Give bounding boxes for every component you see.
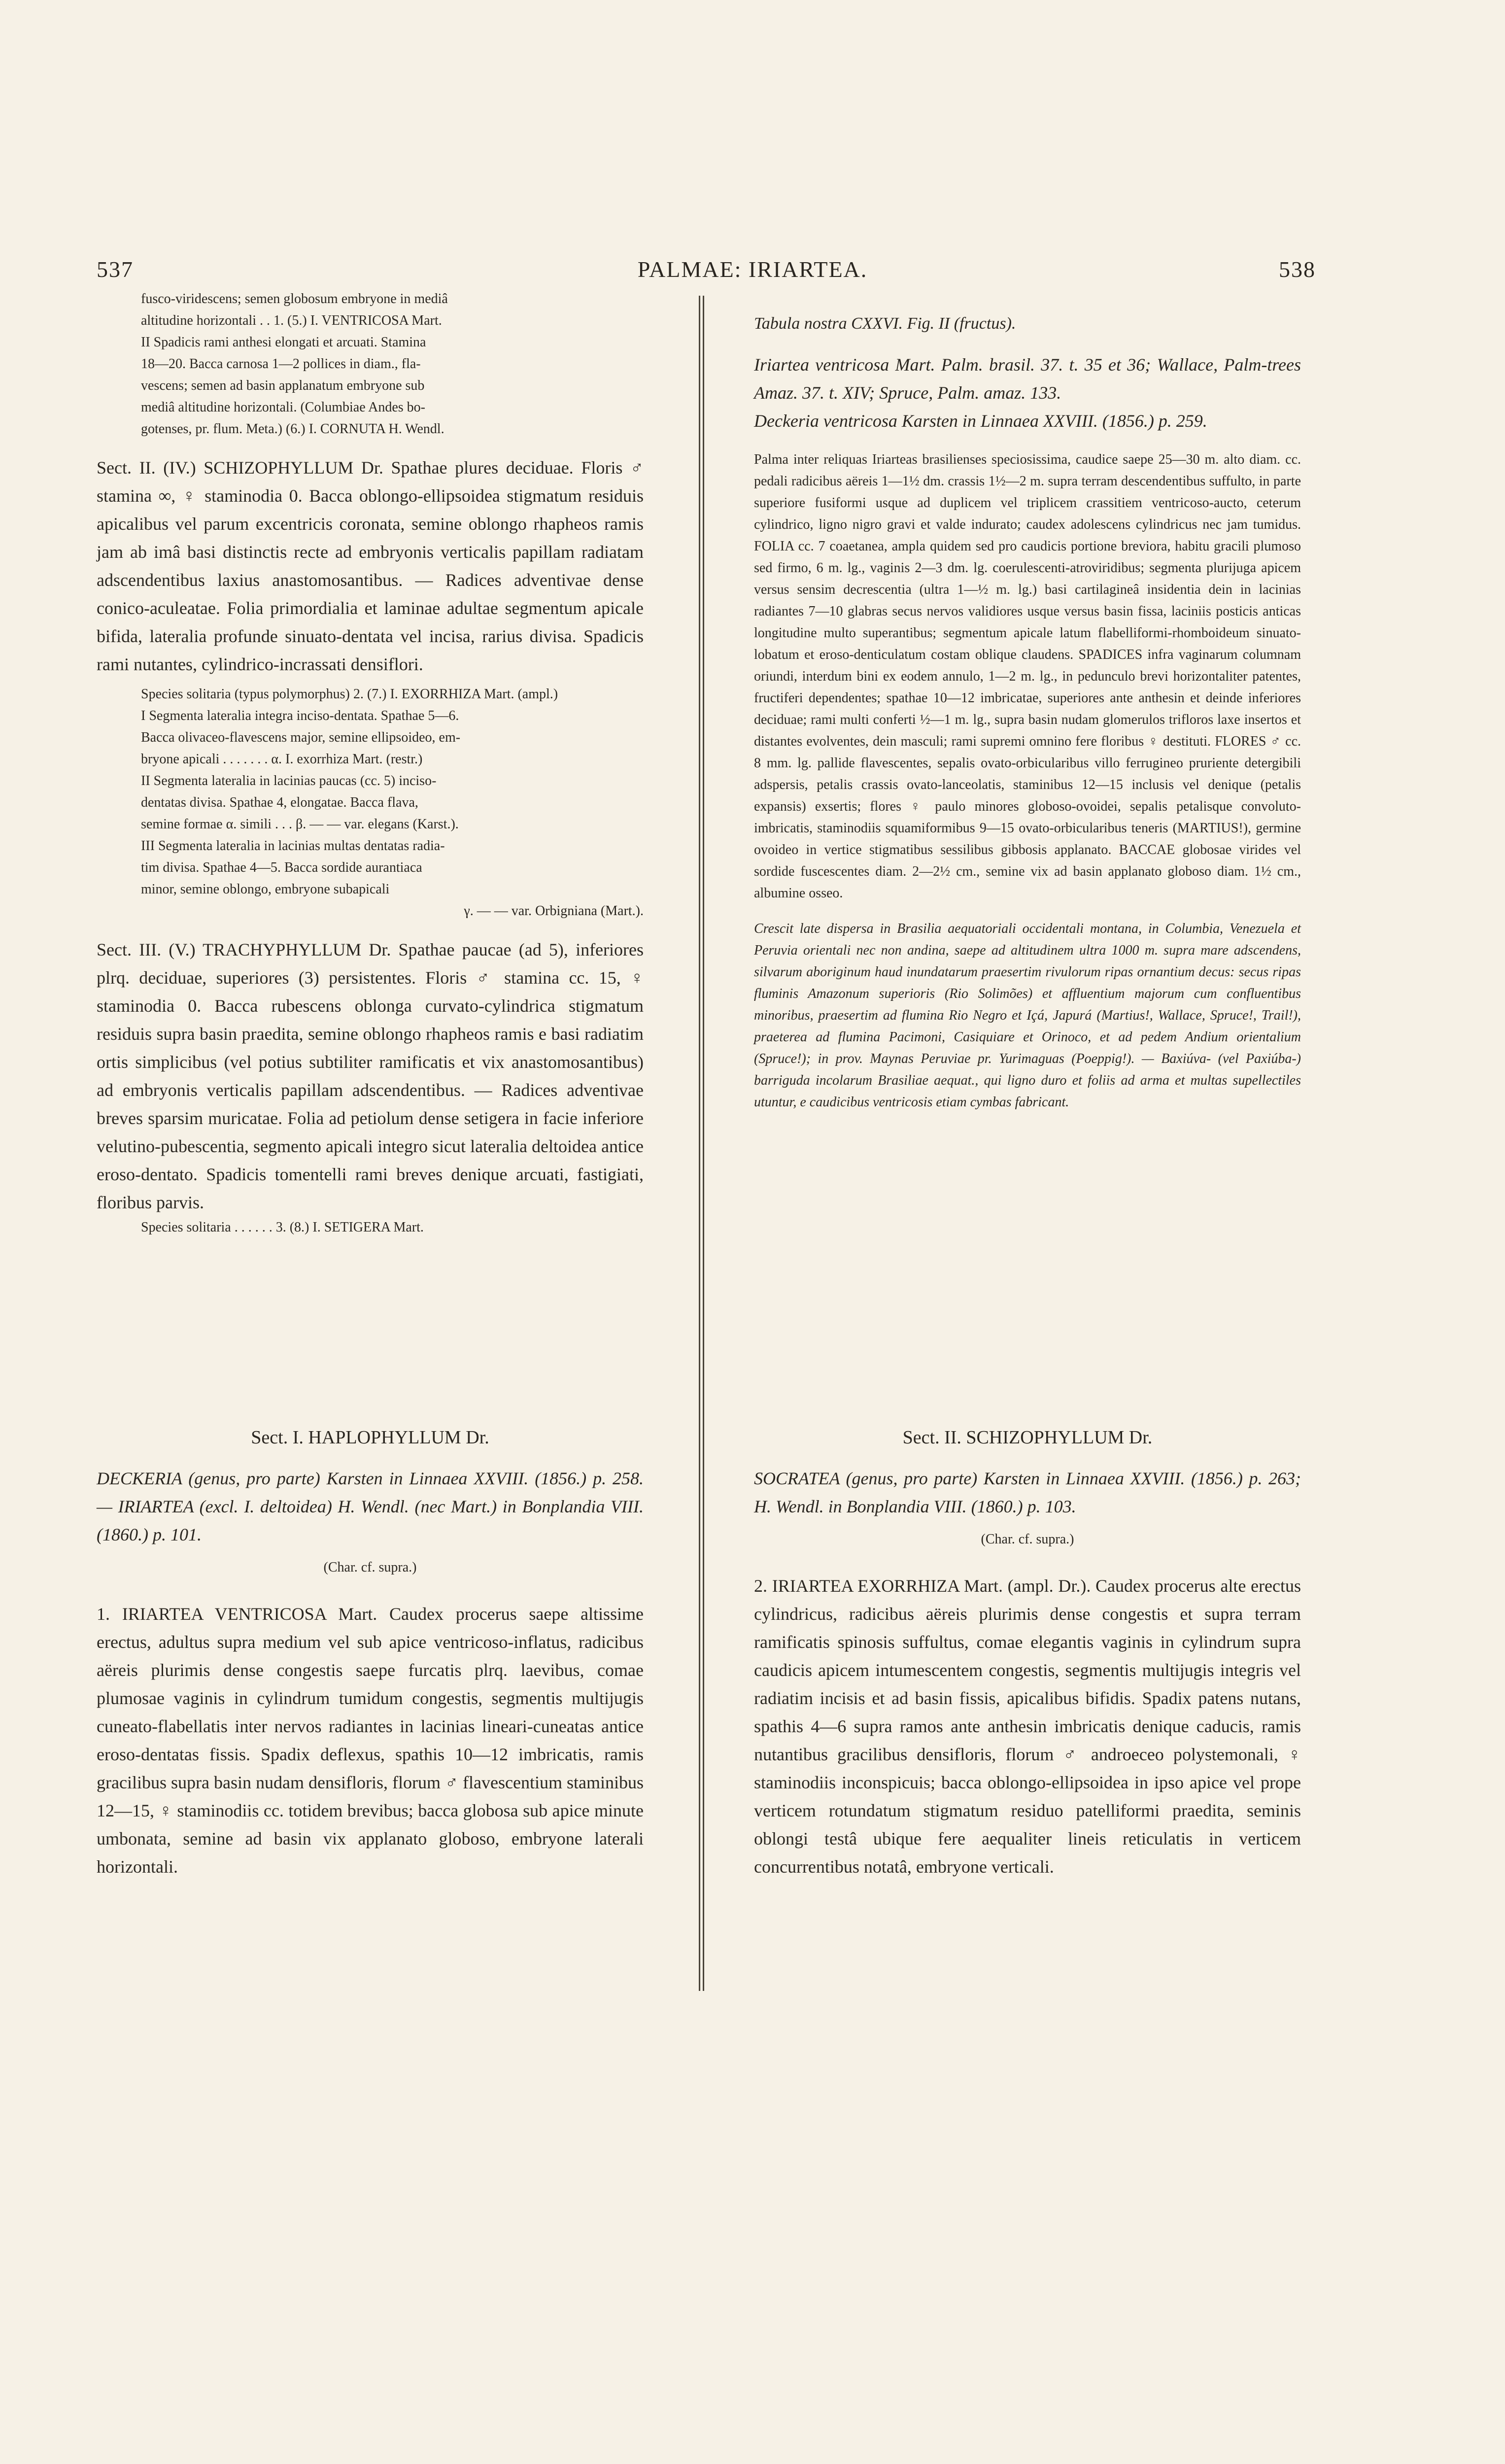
section-title: Sect. I. HAPLOPHYLLUM Dr. xyxy=(251,1427,489,1448)
key-line: Bacca olivaceo-flavescens major, semine ellipsoideo, em- xyxy=(141,730,461,745)
key-line: vescens; semen ad basin applanatum embryone sub xyxy=(141,378,425,393)
key-line: bryone apicali . . . . . . . α. I. exorrhiza Mart. (restr.) xyxy=(141,752,423,767)
key-line: I Segmenta lateralia integra inciso-dentata. Spathae 5—6. xyxy=(141,708,459,723)
key-line: tim divisa. Spathae 4—5. Bacca sordide aurantiaca xyxy=(141,860,422,875)
key-line: dentatas divisa. Spathae 4, elongatae. Bacca flava, xyxy=(141,795,418,810)
key-line: altitudine horizontali . . 1. (5.) I. VENTRICOSA Mart. xyxy=(141,313,442,328)
key-line: mediâ altitudine horizontali. (Columbiae Andes bo- xyxy=(141,400,425,415)
key-line: fusco-viridescens; semen globosum embryone in mediâ xyxy=(141,291,448,307)
column-divider xyxy=(699,296,704,1991)
key-line: γ. — — var. Orbigniana (Mart.). xyxy=(464,903,644,919)
section-title: Sect. II. SCHIZOPHYLLUM Dr. xyxy=(902,1427,1153,1448)
species-description: 1. IRIARTEA VENTRICOSA Mart. Caudex procerus saepe altissime erectus, adultus supra medium vel sub apice ventricoso-inflatus, radicibus aëreis plurimis dense congestis saepe furcatis plrq. laevibus, comae plumosae vaginis in cylindrum tumidum congestis, segmentis multijugis cuneato-flabellatis inter nervos radiantes in lacinias lineari-cuneatas antice eroso-dentatas fissis. Spadix deflexus, spathis 10—12 imbricatis, ramis gracilibus supra basin nudam densifloris, florum ♂ flavescentium staminibus 12—15, ♀ staminodiis cc. totidem brevibus; bacca globosa sub apice minute umbonata, semine ad basin vix applanato globoso, embryone laterali horizontali. xyxy=(97,1604,644,1877)
species-description: Palma inter reliquas Iriarteas brasilienses speciosissima, caudice saepe 25—30 m. alto diam. cc. pedali radicibus aëreis 1—1½ dm. crassis 1½—2 m. supra terram descendentibus suffulto, in parte superiore fusiformi usque ad duplicem vel triplicem crassitiem ventricoso-aucto, ceterum cylindrico, ligno nigro gravi et valde indurato; caudex adolescens cylindricus nec jam tumidus. FOLIA cc. 7 coaetanea, ampla quidem sed pro caudicis portione breviora, habitu gracili plumoso sed firmo, 6 m. lg., vaginis 2—3 dm. lg. coerulescenti-atroviridibus; segmenta plurijuga apicem versus sensim decrescentia (ultra 1—½ m. lg.) basi cartilagineâ insidentia dein in lacinias radiantes 7—10 glabras secus nervos validiores usque versus basin fissa, laciniis posticis anticas longitudine multo superantibus; segmentum apicale latum flabelliformi-rhomboideum sinuato-lobatum et eroso-denticulatum costam oblique claudens. SPADICES infra vaginarum columnam oriundi, interdum bini ex eodem annulo, 1—2 m. lg., in pedunculo brevi horizontaliter patentes, fructiferi dependentes; spathae 10—12 imbricatae, superiores ante anthesin et deinde inferiores deciduae; rami multi conferti ½—1 m. lg., supra basin nudam glomerulos trifloros laxe insertos et distantes evolventes, dein masculi; rami supremi omnino fere floribus ♀ destituti. FLORES ♂ cc. 8 mm. lg. pallide flavescentes, sepalis ovato-orbicularibus villo ferrugineo pruriente detergibili adspersis, petalis crassis ovato-lanceolatis, staminibus 12—15 inclusis vel denique (petalis expansis) exsertis; flores ♀ paulo minores globoso-ovoidei, sepalis petalisque convoluto-imbricatis, staminodiis squamiformibus 9—15 ovato-orbicularibus teneris (MARTIUS!), germine ovoideo in vertice stigmatibus sessilibus gibbosis applanato. BACCAE globosae virides vel sordide fuscescentes diam. 2—2½ cm., semine vix ad basin applanato globoso diam. 1½ cm., albumine osseo. xyxy=(754,452,1301,901)
page-number-left: 537 xyxy=(97,257,134,282)
key-line: 18—20. Bacca carnosa 1—2 pollices in diam., fla- xyxy=(141,356,421,372)
key-line: Species solitaria (typus polymorphus) 2. (7.) I. EXORRHIZA Mart. (ampl.) xyxy=(141,686,558,702)
synonymy: SOCRATEA (genus, pro parte) Karsten in Linnaea XXVIII. (1856.) p. 263; H. Wendl. in Bonplandia VIII. (1860.) p. 103. xyxy=(754,1469,1301,1516)
synonymy: Iriartea ventricosa Mart. Palm. brasil. 37. t. 35 et 36; Wallace, Palm-trees Amaz. 37. t. XIV; Spruce, Palm. amaz. 133. xyxy=(754,355,1301,403)
key-section-1 xyxy=(97,288,644,440)
char-reference: (Char. cf. supra.) xyxy=(981,1532,1074,1547)
key-line: III Segmenta lateralia in lacinias multas dentatas radia- xyxy=(141,838,445,854)
char-reference: (Char. cf. supra.) xyxy=(323,1560,417,1575)
key-line: gotenses, pr. flum. Meta.) (6.) I. CORNUTA H. Wendl. xyxy=(141,421,445,437)
page-number-right: 538 xyxy=(1279,257,1316,282)
key-line: semine formae α. simili . . . β. — — var. elegans (Karst.). xyxy=(141,817,459,832)
lower-right-column xyxy=(754,1419,1301,2405)
key-line: II Spadicis rami anthesi elongati et arcuati. Stamina xyxy=(141,335,426,350)
species-description: 2. IRIARTEA EXORRHIZA Mart. (ampl. Dr.). Caudex procerus alte erectus cylindricus, radicibus aëreis plurimis dense congestis et supra terram ramificatis spinosis suffultus, comae elegantis vaginis in cylindrum supra caudicis apicem intumescentem congestis, segmentis multijugis integris vel radiatim incisis et ad basin fissis, apicalibus bifidis. Spadix patens nutans, spathis 4—6 supra ramos ante anthesin imbricatis denique caducis, ramis nutantibus gracilibus densifloris, florum ♂ androeceo polystemonali, ♀ staminodiis inconspicuis; bacca oblongo-ellipsoidea in ipso apice vel prope verticem rotundatum stigmatum residuo patelliformi praedita, seminis oblongi testâ ubique fere aequaliter lineis reticulatis in verticem concurrentibus notatâ, embryone verticali. xyxy=(754,1576,1301,1877)
lower-left-column xyxy=(97,1419,644,2405)
plate-reference: Tabula nostra CXXVI. Fig. II (fructus). xyxy=(754,314,1016,333)
key-line: minor, semine oblongo, embryone subapicali xyxy=(141,882,390,897)
upper-left-column xyxy=(97,288,644,1372)
key-section-3: Species solitaria . . . . . . 3. (8.) I. SETIGERA Mart. xyxy=(141,1220,424,1235)
habitat-note: Crescit late dispersa in Brasilia aequatoriali occidentali montana, in Columbia, Venezuela et Peruvia orientali nec non andina, saepe ad altitudinem ultra 1000 m. supra mare adscendens, silvarum aboriginum haud inundatarum praesertim rivulorum ripas ornantium decus: secus ripas fluminis Amazonum superioris (Rio Solimões) et affluentium majorum cum confluentibus minoribus, praesertim ad flumina Rio Negro et Içá, Japurá (Martius!, Wallace, Spruce!, Trail!), praeterea ad flumina Pacimoni, Casiquiare et Orinoco, et ad pedem Andium orientalium (Spruce!); in prov. Maynas Peruviae pr. Yurimaguas (Poeppig!). — Baxiúva- (vel Paxiúba-) barriguda incolarum Brasiliae aequat., qui ligno duro et foliis ad arma et multas supellectiles utuntur, e caudicibus ventricosis etiam cymbas fabricant. xyxy=(754,921,1301,1110)
upper-right-column xyxy=(754,310,1301,1370)
section-2-description: Sect. II. (IV.) SCHIZOPHYLLUM Dr. Spathae plures deciduae. Floris ♂ stamina ∞, ♀ staminodia 0. Bacca oblongo-ellipsoidea stigmatum residuis apicalibus vel parum excentricis coronata, semine oblongo rhapheos ramis jam ab imâ basi distinctis recte ad embryonis verticalis papillam radiatam adscendentibus laxius anastomosantibus. — Radices adventivae dense conico-aculeatae. Folia primordialia et laminae adultae segmentum apicale bifida, lateralia profunde sinuato-dentata vel incisa, rarius divisa. Spadicis rami nutantes, cylindrico-incrassati densiflori. xyxy=(97,458,644,674)
running-title: PALMAE: IRIARTEA. xyxy=(637,257,868,282)
key-section-2 xyxy=(97,684,644,922)
synonymy: DECKERIA (genus, pro parte) Karsten in Linnaea XXVIII. (1856.) p. 258. — IRIARTEA (excl. I. deltoidea) H. Wendl. (nec Mart.) in Bonplandia VIII. (1860.) p. 101. xyxy=(97,1469,644,1544)
section-3-description: Sect. III. (V.) TRACHYPHYLLUM Dr. Spathae paucae (ad 5), inferiores plrq. deciduae, superiores (3) persistentes. Floris ♂ stamina cc. 15, ♀ staminodia 0. Bacca rubescens oblonga curvato-cylindrica stigmatum residuis supra basin praedita, semine oblongo rhapheos ramis e basi radiatim ortis simplicibus (vel potius subtiliter ramificatis et vix anastomosantibus) ad embryonis verticalis papillam adscendentibus. — Radices adventivae breves sparsim muricatae. Folia ad petiolum dense setigera in facie inferiore velutino-pubescentia, segmento apicali integro sicut lateralia deltoidea antice eroso-dentato. Spadicis tomentelli rami breves denique arcuati, fastigiati, floribus parvis. xyxy=(97,940,644,1212)
synonymy: Deckeria ventricosa Karsten in Linnaea XXVIII. (1856.) p. 259. xyxy=(754,411,1207,431)
key-line: II Segmenta lateralia in lacinias paucas (cc. 5) inciso- xyxy=(141,773,437,788)
